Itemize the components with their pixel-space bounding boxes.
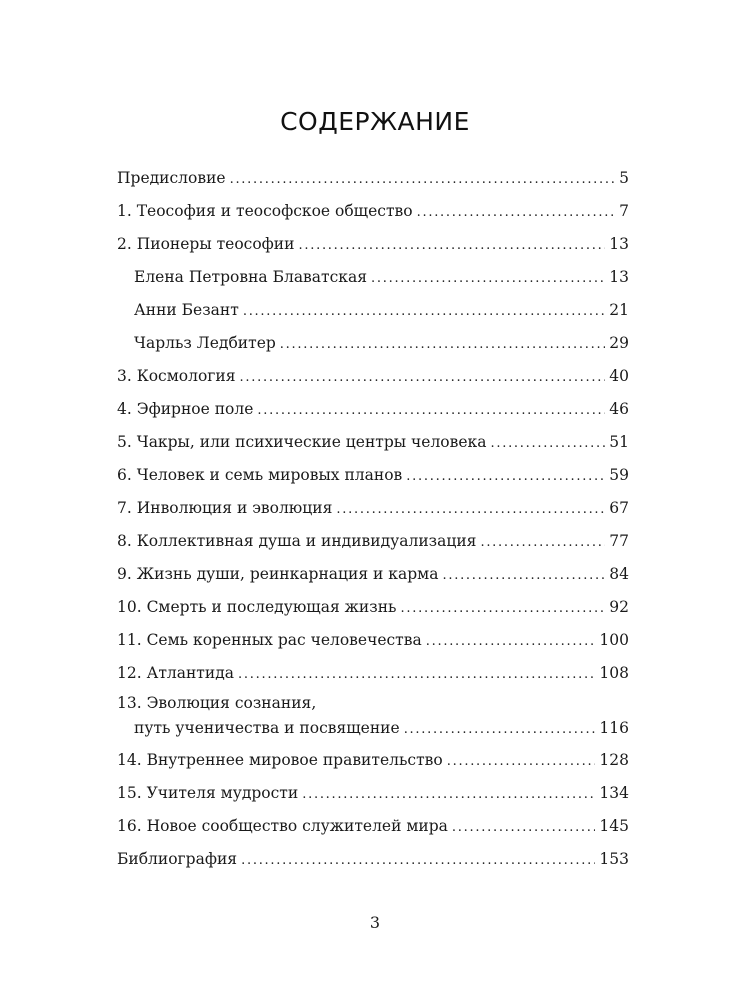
toc-entry-page: 59 <box>609 466 629 484</box>
toc-entry-page: 108 <box>599 664 629 682</box>
dot-leader <box>371 261 605 295</box>
toc-entry-chapter-14[interactable] <box>117 744 629 777</box>
toc-entry-chapter-12[interactable] <box>117 657 629 690</box>
toc-entry-chapter-3[interactable] <box>117 360 629 393</box>
toc-entry-page: 5 <box>619 169 629 187</box>
toc-entry-title: 12. Атлантида <box>117 664 234 682</box>
toc-entry-title: 4. Эфирное поле <box>117 400 254 418</box>
toc-entry-chapter-11[interactable] <box>117 624 629 657</box>
toc-entry-preface[interactable] <box>117 162 629 195</box>
toc-entry-title-continued: путь ученичества и посвящение <box>134 719 400 737</box>
toc-entry-bibliography[interactable] <box>117 843 629 876</box>
toc-entry-chapter-9[interactable] <box>117 558 629 591</box>
dot-leader <box>230 162 616 196</box>
toc-entry-title: 15. Учителя мудрости <box>117 784 299 802</box>
toc-entry-lines <box>117 692 629 744</box>
toc-entry-title: Библиография <box>117 850 238 868</box>
toc-entry-page: 46 <box>609 400 629 418</box>
toc-entry-chapter-6[interactable] <box>117 459 629 492</box>
dot-leader <box>417 195 616 229</box>
toc-entry-chapter-16[interactable] <box>117 810 629 843</box>
toc-entry-page: 77 <box>609 532 629 550</box>
toc-entry-title: Предисловие <box>117 169 226 187</box>
dot-leader <box>452 810 596 844</box>
toc-entry-chapter-13[interactable] <box>117 692 629 744</box>
toc-entry-page: 13 <box>609 235 629 253</box>
dot-leader <box>426 624 596 658</box>
toc-entry-page: 100 <box>599 631 629 649</box>
toc-entry-page: 51 <box>609 433 629 451</box>
toc-entry-second-line <box>117 714 629 744</box>
toc-entry-chapter-2[interactable] <box>117 228 629 261</box>
toc-entry-chapter-7[interactable] <box>117 492 629 525</box>
dot-leader <box>302 777 595 811</box>
toc-entry-title: 3. Космология <box>117 367 236 385</box>
toc-entry-chapter-1[interactable] <box>117 195 629 228</box>
toc-entry-title: 8. Коллективная душа и индивидуализация <box>117 532 477 550</box>
toc-entry-page: 40 <box>609 367 629 385</box>
toc-entry-title: 2. Пионеры теософии <box>117 235 295 253</box>
toc-entry-chapter-15[interactable] <box>117 777 629 810</box>
toc-entry-page: 116 <box>599 719 629 737</box>
dot-leader <box>243 294 605 328</box>
toc-entry-page: 128 <box>599 751 629 769</box>
dot-leader <box>257 393 605 427</box>
toc-entry-title: Анни Безант <box>134 301 239 319</box>
toc-entry-chapter-4[interactable] <box>117 393 629 426</box>
toc-entry-title: 7. Инволюция и эволюция <box>117 499 333 517</box>
dot-leader <box>240 360 606 394</box>
toc-entry-chapter-5[interactable] <box>117 426 629 459</box>
toc-entry-title: 16. Новое сообщество служителей мира <box>117 817 448 835</box>
toc-entry-chapter-10[interactable] <box>117 591 629 624</box>
toc-entry-page: 92 <box>609 598 629 616</box>
toc-entry-besant[interactable] <box>117 294 629 327</box>
dot-leader <box>400 591 605 625</box>
toc-entry-page: 29 <box>609 334 629 352</box>
toc-entry-title: 11. Семь коренных рас человечества <box>117 631 422 649</box>
dot-leader <box>280 327 605 361</box>
toc-entry-title: 10. Смерть и последующая жизнь <box>117 598 397 616</box>
toc-entry-title: 9. Жизнь души, реинкарнация и карма <box>117 565 439 583</box>
toc-entry-title: Чарльз Ледбитер <box>134 334 276 352</box>
page-title: СОДЕРЖАНИЕ <box>280 106 470 136</box>
dot-leader <box>336 492 605 526</box>
dot-leader <box>238 657 595 691</box>
toc-entry-page: 21 <box>609 301 629 319</box>
toc-entry-title: Елена Петровна Блаватская <box>134 268 367 286</box>
toc-entry-title: 5. Чакры, или психические центры человека <box>117 433 487 451</box>
toc-entry-page: 134 <box>599 784 629 802</box>
dot-leader <box>404 714 596 744</box>
page-number: 3 <box>369 913 381 932</box>
toc-entry-page: 153 <box>599 850 629 868</box>
toc-entry-title: 13. Эволюция сознания, <box>117 694 317 712</box>
table-of-contents <box>117 162 629 876</box>
toc-entry-page: 84 <box>609 565 629 583</box>
toc-entry-page: 67 <box>609 499 629 517</box>
toc-entry-leadbeater[interactable] <box>117 327 629 360</box>
dot-leader <box>447 744 596 778</box>
toc-entry-blavatsky[interactable] <box>117 261 629 294</box>
dot-leader <box>298 228 605 262</box>
toc-entry-page: 7 <box>619 202 629 220</box>
toc-entry-title: 1. Теософия и теософское общество <box>117 202 413 220</box>
dot-leader <box>241 843 595 877</box>
dot-leader <box>490 426 605 460</box>
dot-leader <box>406 459 605 493</box>
toc-entry-page: 145 <box>599 817 629 835</box>
toc-entry-page: 13 <box>609 268 629 286</box>
dot-leader <box>480 525 605 559</box>
toc-entry-title: 14. Внутреннее мировое правительство <box>117 751 443 769</box>
dot-leader <box>442 558 605 592</box>
toc-entry-title: 6. Человек и семь мировых планов <box>117 466 403 484</box>
toc-entry-chapter-8[interactable] <box>117 525 629 558</box>
